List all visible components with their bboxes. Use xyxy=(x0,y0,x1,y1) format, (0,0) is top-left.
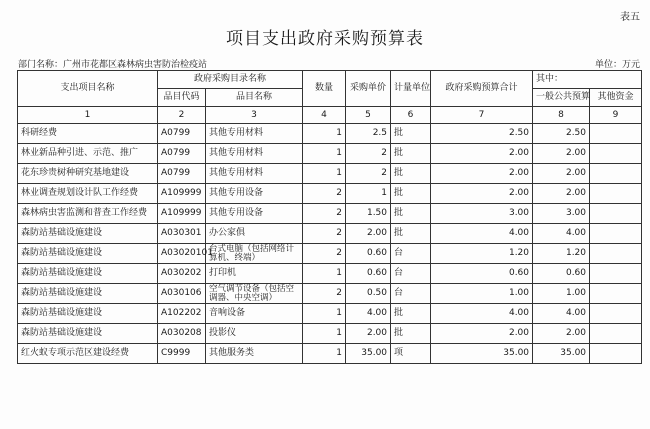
cell-measure-unit: 批 xyxy=(391,324,431,344)
header-unit-price: 采购单价 xyxy=(346,71,391,107)
cell-general-budget: 2.50 xyxy=(533,124,590,144)
cell-measure-unit: 台 xyxy=(391,244,431,264)
cell-quantity: 2 xyxy=(303,284,346,304)
cell-item-name: 花东珍贵树种研究基地建设 xyxy=(18,164,158,184)
column-index: 5 xyxy=(346,107,391,124)
cell-total-budget: 4.00 xyxy=(431,224,533,244)
header-item-name: 支出项目名称 xyxy=(18,71,158,107)
column-index: 6 xyxy=(391,107,431,124)
header-row-1 xyxy=(18,71,642,89)
cell-measure-unit: 批 xyxy=(391,144,431,164)
cell-item-category-name: 投影仪 xyxy=(206,324,303,344)
cell-item-category-name: 其他专用材料 xyxy=(206,124,303,144)
cell-total-budget: 0.60 xyxy=(431,264,533,284)
header-item-category-name: 品目名称 xyxy=(206,89,303,107)
table-number-label: 表五 xyxy=(620,12,640,23)
cell-item-name: 森防站基础设施建设 xyxy=(18,264,158,284)
table-row xyxy=(18,184,642,204)
column-index: 8 xyxy=(533,107,590,124)
cell-unit-price: 2 xyxy=(346,164,391,184)
cell-item-category-name: 其他服务类 xyxy=(206,344,303,364)
cell-item-code: A0799 xyxy=(158,164,206,184)
header-total-budget: 政府采购预算合计 xyxy=(431,71,533,107)
cell-other-funds xyxy=(590,324,642,344)
table-row xyxy=(18,284,642,304)
cell-total-budget: 1.00 xyxy=(431,284,533,304)
cell-unit-price: 0.60 xyxy=(346,264,391,284)
cell-item-code: A03020101 xyxy=(158,244,206,264)
cell-measure-unit: 台 xyxy=(391,264,431,284)
cell-other-funds xyxy=(590,304,642,324)
cell-measure-unit: 批 xyxy=(391,304,431,324)
cell-general-budget: 35.00 xyxy=(533,344,590,364)
cell-measure-unit: 台 xyxy=(391,284,431,304)
cell-total-budget: 3.00 xyxy=(431,204,533,224)
header-measure-unit: 计量单位 xyxy=(391,71,431,107)
cell-item-category-name: 其他专用设备 xyxy=(206,204,303,224)
cell-unit-price: 0.50 xyxy=(346,284,391,304)
column-index-row xyxy=(18,107,642,124)
column-index: 2 xyxy=(158,107,206,124)
cell-item-category-name: 办公家俱 xyxy=(206,224,303,244)
cell-item-code: A109999 xyxy=(158,204,206,224)
cell-item-code: A030301 xyxy=(158,224,206,244)
cell-measure-unit: 批 xyxy=(391,224,431,244)
cell-other-funds xyxy=(590,164,642,184)
cell-general-budget: 1.00 xyxy=(533,284,590,304)
cell-measure-unit: 批 xyxy=(391,164,431,184)
cell-general-budget: 2.00 xyxy=(533,144,590,164)
cell-general-budget: 4.00 xyxy=(533,304,590,324)
cell-measure-unit: 批 xyxy=(391,184,431,204)
cell-general-budget: 2.00 xyxy=(533,184,590,204)
cell-item-name: 林业调查规划设计队工作经费 xyxy=(18,184,158,204)
cell-total-budget: 2.00 xyxy=(431,184,533,204)
cell-quantity: 1 xyxy=(303,344,346,364)
table-row xyxy=(18,324,642,344)
cell-item-name: 红火蚁专项示范区建设经费 xyxy=(18,344,158,364)
cell-unit-price: 2.5 xyxy=(346,124,391,144)
cell-other-funds xyxy=(590,284,642,304)
cell-quantity: 1 xyxy=(303,144,346,164)
header-of-which: 其中： xyxy=(533,71,642,89)
cell-measure-unit: 批 xyxy=(391,204,431,224)
unit-label: 单位：万元 xyxy=(594,60,640,70)
cell-item-category-name: 其他专用材料 xyxy=(206,144,303,164)
cell-quantity: 1 xyxy=(303,124,346,144)
cell-unit-price: 2.00 xyxy=(346,224,391,244)
cell-total-budget: 35.00 xyxy=(431,344,533,364)
cell-unit-price: 1.50 xyxy=(346,204,391,224)
cell-item-category-name: 打印机 xyxy=(206,264,303,284)
cell-item-name: 科研经费 xyxy=(18,124,158,144)
cell-unit-price: 1 xyxy=(346,184,391,204)
cell-general-budget: 4.00 xyxy=(533,224,590,244)
cell-total-budget: 2.00 xyxy=(431,164,533,184)
cell-other-funds xyxy=(590,184,642,204)
cell-unit-price: 4.00 xyxy=(346,304,391,324)
cell-item-code: A0799 xyxy=(158,144,206,164)
cell-item-code: A102202 xyxy=(158,304,206,324)
cell-other-funds xyxy=(590,144,642,164)
cell-item-code: A030208 xyxy=(158,324,206,344)
cell-item-code: C9999 xyxy=(158,344,206,364)
cell-quantity: 1 xyxy=(303,304,346,324)
cell-item-name: 森防站基础设施建设 xyxy=(18,224,158,244)
cell-other-funds xyxy=(590,244,642,264)
cell-total-budget: 1.20 xyxy=(431,244,533,264)
table-row xyxy=(18,164,642,184)
header-procurement-catalog: 政府采购目录名称 xyxy=(158,71,303,89)
column-index: 3 xyxy=(206,107,303,124)
cell-item-category-name: 其他专用材料 xyxy=(206,164,303,184)
cell-general-budget: 0.60 xyxy=(533,264,590,284)
cell-general-budget: 3.00 xyxy=(533,204,590,224)
cell-quantity: 1 xyxy=(303,264,346,284)
procurement-budget-table xyxy=(17,70,642,364)
cell-general-budget: 1.20 xyxy=(533,244,590,264)
cell-quantity: 2 xyxy=(303,224,346,244)
cell-item-code: A109999 xyxy=(158,184,206,204)
header-other-funds: 其他资金 xyxy=(590,89,642,107)
table-row xyxy=(18,204,642,224)
column-index: 1 xyxy=(18,107,158,124)
cell-total-budget: 2.00 xyxy=(431,144,533,164)
column-index: 9 xyxy=(590,107,642,124)
cell-item-name: 林业新品种引进、示范、推广 xyxy=(18,144,158,164)
cell-item-name: 森林病虫害监测和普查工作经费 xyxy=(18,204,158,224)
cell-quantity: 1 xyxy=(303,164,346,184)
cell-item-category-name: 音响设备 xyxy=(206,304,303,324)
cell-item-code: A0799 xyxy=(158,124,206,144)
cell-quantity: 2 xyxy=(303,244,346,264)
department-name: 部门名称：广州市花都区森林病虫害防治检疫站 xyxy=(18,60,208,70)
header-item-code: 品目代码 xyxy=(158,89,206,107)
cell-quantity: 2 xyxy=(303,204,346,224)
header-quantity: 数量 xyxy=(303,71,346,107)
cell-other-funds xyxy=(590,204,642,224)
cell-unit-price: 2.00 xyxy=(346,324,391,344)
cell-unit-price: 35.00 xyxy=(346,344,391,364)
cell-quantity: 1 xyxy=(303,324,346,344)
document-title: 项目支出政府采购预算表 xyxy=(226,29,424,49)
cell-item-code: A030106 xyxy=(158,284,206,304)
table-row xyxy=(18,304,642,324)
cell-total-budget: 4.00 xyxy=(431,304,533,324)
table-row xyxy=(18,124,642,144)
column-index: 7 xyxy=(431,107,533,124)
cell-item-name: 森防站基础设施建设 xyxy=(18,244,158,264)
column-index: 4 xyxy=(303,107,346,124)
cell-unit-price: 0.60 xyxy=(346,244,391,264)
table-row xyxy=(18,244,642,264)
cell-item-name: 森防站基础设施建设 xyxy=(18,304,158,324)
table-row xyxy=(18,264,642,284)
cell-total-budget: 2.50 xyxy=(431,124,533,144)
cell-total-budget: 2.00 xyxy=(431,324,533,344)
cell-measure-unit: 批 xyxy=(391,124,431,144)
cell-item-category-name: 台式电脑（包括网络计算机、终端） xyxy=(206,244,303,264)
table-row xyxy=(18,344,642,364)
cell-general-budget: 2.00 xyxy=(533,324,590,344)
cell-general-budget: 2.00 xyxy=(533,164,590,184)
cell-item-name: 森防站基础设施建设 xyxy=(18,284,158,304)
cell-unit-price: 2 xyxy=(346,144,391,164)
header-general-budget: 一般公共预算 xyxy=(533,89,590,107)
cell-measure-unit: 项 xyxy=(391,344,431,364)
cell-item-code: A030202 xyxy=(158,264,206,284)
cell-item-category-name: 空气调节设备（包括空调器、中央空调） xyxy=(206,284,303,304)
cell-other-funds xyxy=(590,344,642,364)
table-row xyxy=(18,224,642,244)
cell-other-funds xyxy=(590,224,642,244)
cell-other-funds xyxy=(590,264,642,284)
cell-quantity: 2 xyxy=(303,184,346,204)
table-row xyxy=(18,144,642,164)
cell-item-category-name: 其他专用设备 xyxy=(206,184,303,204)
cell-item-name: 森防站基础设施建设 xyxy=(18,324,158,344)
cell-other-funds xyxy=(590,124,642,144)
